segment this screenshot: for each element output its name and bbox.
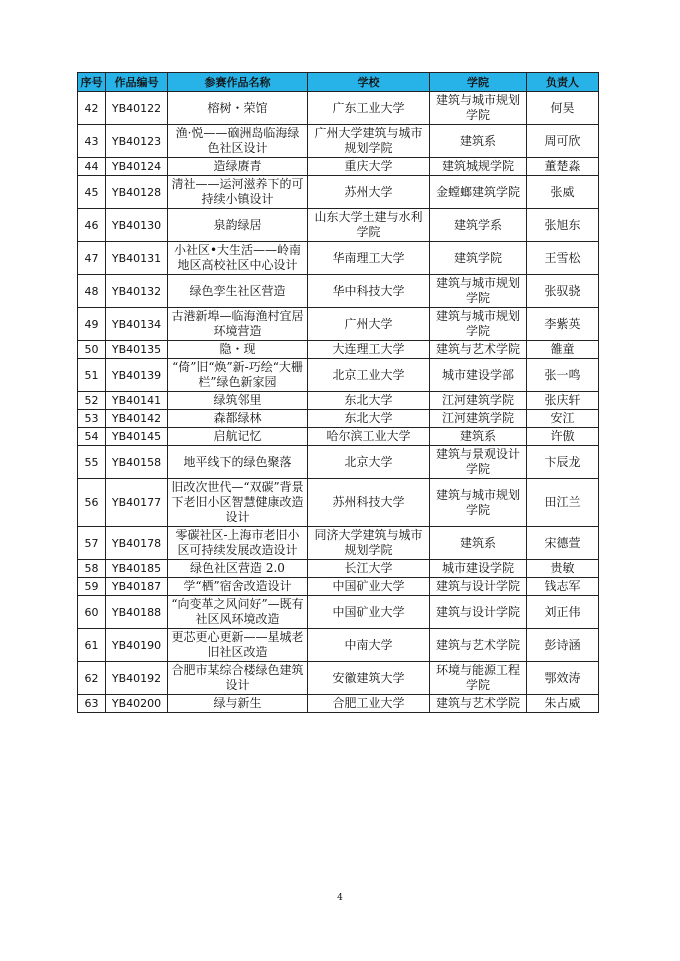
entry-title: 造绿赓青 bbox=[168, 158, 308, 176]
row-index: 54 bbox=[78, 428, 106, 446]
entry-code: YB40134 bbox=[106, 308, 168, 341]
school: 大连理工大学 bbox=[308, 341, 430, 359]
leader: 钱志军 bbox=[527, 578, 599, 596]
college: 建筑城规学院 bbox=[430, 158, 527, 176]
table-row bbox=[78, 479, 599, 527]
leader: 张一鸣 bbox=[527, 359, 599, 392]
table-row bbox=[78, 158, 599, 176]
entry-code: YB40123 bbox=[106, 125, 168, 158]
entry-title: 渔·悦——硇洲岛临海绿色社区设计 bbox=[168, 125, 308, 158]
college: 建筑系 bbox=[430, 428, 527, 446]
row-index: 59 bbox=[78, 578, 106, 596]
row-index: 57 bbox=[78, 527, 106, 560]
entry-title: 泉韵绿居 bbox=[168, 209, 308, 242]
college: 金螳螂建筑学院 bbox=[430, 176, 527, 209]
table-row bbox=[78, 410, 599, 428]
school: 中国矿业大学 bbox=[308, 578, 430, 596]
college: 城市建设学院 bbox=[430, 560, 527, 578]
table-row bbox=[78, 308, 599, 341]
college: 建筑与艺术学院 bbox=[430, 695, 527, 713]
leader: 董楚淼 bbox=[527, 158, 599, 176]
school: 中南大学 bbox=[308, 629, 430, 662]
school: 北京工业大学 bbox=[308, 359, 430, 392]
document-page bbox=[77, 72, 599, 713]
leader: 王雪松 bbox=[527, 242, 599, 275]
leader: 彭诗涵 bbox=[527, 629, 599, 662]
school: 苏州大学 bbox=[308, 176, 430, 209]
entry-title: 森都绿林 bbox=[168, 410, 308, 428]
entry-title: 学“栖”宿舍改造设计 bbox=[168, 578, 308, 596]
college: 建筑与设计学院 bbox=[430, 596, 527, 629]
table-row bbox=[78, 662, 599, 695]
entry-title: 合肥市某综合楼绿色建筑设计 bbox=[168, 662, 308, 695]
row-index: 42 bbox=[78, 92, 106, 125]
college: 建筑与设计学院 bbox=[430, 578, 527, 596]
table-row bbox=[78, 275, 599, 308]
school: 合肥工业大学 bbox=[308, 695, 430, 713]
header-entry-code: 作品编号 bbox=[106, 73, 168, 92]
table-row bbox=[78, 92, 599, 125]
leader: 张驭骁 bbox=[527, 275, 599, 308]
row-index: 56 bbox=[78, 479, 106, 527]
entry-code: YB40141 bbox=[106, 392, 168, 410]
school: 山东大学土建与水利学院 bbox=[308, 209, 430, 242]
college: 建筑与城市规划学院 bbox=[430, 92, 527, 125]
table-row bbox=[78, 446, 599, 479]
college: 城市建设学部 bbox=[430, 359, 527, 392]
entries-table bbox=[77, 72, 599, 713]
row-index: 60 bbox=[78, 596, 106, 629]
row-index: 50 bbox=[78, 341, 106, 359]
entry-title: 绿色社区营造 2.0 bbox=[168, 560, 308, 578]
entry-title: 地平线下的绿色聚落 bbox=[168, 446, 308, 479]
header-index: 序号 bbox=[78, 73, 106, 92]
row-index: 58 bbox=[78, 560, 106, 578]
table-row bbox=[78, 428, 599, 446]
leader: 许傲 bbox=[527, 428, 599, 446]
school: 同济大学建筑与城市规划学院 bbox=[308, 527, 430, 560]
entry-code: YB40145 bbox=[106, 428, 168, 446]
table-row bbox=[78, 392, 599, 410]
entry-title: 榕树・荣馆 bbox=[168, 92, 308, 125]
entry-code: YB40131 bbox=[106, 242, 168, 275]
school: 北京大学 bbox=[308, 446, 430, 479]
row-index: 46 bbox=[78, 209, 106, 242]
table-row bbox=[78, 560, 599, 578]
entry-code: YB40139 bbox=[106, 359, 168, 392]
leader: 贵敏 bbox=[527, 560, 599, 578]
entry-code: YB40124 bbox=[106, 158, 168, 176]
entry-code: YB40190 bbox=[106, 629, 168, 662]
college: 建筑系 bbox=[430, 125, 527, 158]
entry-code: YB40132 bbox=[106, 275, 168, 308]
leader: 朱占威 bbox=[527, 695, 599, 713]
college: 江河建筑学院 bbox=[430, 410, 527, 428]
college: 建筑与城市规划学院 bbox=[430, 308, 527, 341]
entry-code: YB40135 bbox=[106, 341, 168, 359]
header-school: 学校 bbox=[308, 73, 430, 92]
entry-code: YB40177 bbox=[106, 479, 168, 527]
header-entry-title: 参赛作品名称 bbox=[168, 73, 308, 92]
leader: 安江 bbox=[527, 410, 599, 428]
table-row bbox=[78, 209, 599, 242]
entry-title: 绿色孪生社区营造 bbox=[168, 275, 308, 308]
header-leader: 负责人 bbox=[527, 73, 599, 92]
school: 广州大学建筑与城市规划学院 bbox=[308, 125, 430, 158]
school: 华中科技大学 bbox=[308, 275, 430, 308]
entry-code: YB40128 bbox=[106, 176, 168, 209]
college: 建筑与景观设计学院 bbox=[430, 446, 527, 479]
college: 环境与能源工程学院 bbox=[430, 662, 527, 695]
header-college: 学院 bbox=[430, 73, 527, 92]
leader: 刘正伟 bbox=[527, 596, 599, 629]
school: 中国矿业大学 bbox=[308, 596, 430, 629]
leader: 张威 bbox=[527, 176, 599, 209]
entry-code: YB40185 bbox=[106, 560, 168, 578]
college: 建筑与艺术学院 bbox=[430, 629, 527, 662]
school: 广东工业大学 bbox=[308, 92, 430, 125]
table-body bbox=[78, 92, 599, 713]
entry-code: YB40187 bbox=[106, 578, 168, 596]
table-row bbox=[78, 578, 599, 596]
entry-title: 隐・现 bbox=[168, 341, 308, 359]
entry-title: 绿与新生 bbox=[168, 695, 308, 713]
table-row bbox=[78, 341, 599, 359]
entry-title: 清社——运河滋养下的可持续小镇设计 bbox=[168, 176, 308, 209]
entry-code: YB40178 bbox=[106, 527, 168, 560]
entry-code: YB40200 bbox=[106, 695, 168, 713]
leader: 鄂效涛 bbox=[527, 662, 599, 695]
entry-code: YB40142 bbox=[106, 410, 168, 428]
table-row bbox=[78, 527, 599, 560]
college: 建筑学院 bbox=[430, 242, 527, 275]
school: 苏州科技大学 bbox=[308, 479, 430, 527]
college: 建筑与城市规划学院 bbox=[430, 275, 527, 308]
entry-title: 绿筑邻里 bbox=[168, 392, 308, 410]
school: 安徽建筑大学 bbox=[308, 662, 430, 695]
entry-title: 零碳社区-上海市老旧小区可持续发展改造设计 bbox=[168, 527, 308, 560]
table-row bbox=[78, 176, 599, 209]
page-number: 4 bbox=[337, 893, 343, 903]
entry-title: 启航记忆 bbox=[168, 428, 308, 446]
row-index: 62 bbox=[78, 662, 106, 695]
college: 建筑系 bbox=[430, 527, 527, 560]
entry-title: 小社区•大生活——岭南地区高校社区中心设计 bbox=[168, 242, 308, 275]
row-index: 47 bbox=[78, 242, 106, 275]
row-index: 55 bbox=[78, 446, 106, 479]
college: 建筑学系 bbox=[430, 209, 527, 242]
table-row bbox=[78, 695, 599, 713]
entry-code: YB40122 bbox=[106, 92, 168, 125]
college: 建筑与艺术学院 bbox=[430, 341, 527, 359]
leader: 李紫英 bbox=[527, 308, 599, 341]
entry-title: “倚”旧“焕”新-巧绘“大栅栏”绿色新家园 bbox=[168, 359, 308, 392]
table-row bbox=[78, 242, 599, 275]
entry-code: YB40158 bbox=[106, 446, 168, 479]
entry-title: 旧改次世代—“双碳”背景下老旧小区智慧健康改造设计 bbox=[168, 479, 308, 527]
leader: 何昊 bbox=[527, 92, 599, 125]
school: 广州大学 bbox=[308, 308, 430, 341]
college: 建筑与城市规划学院 bbox=[430, 479, 527, 527]
school: 哈尔滨工业大学 bbox=[308, 428, 430, 446]
table-row bbox=[78, 596, 599, 629]
leader: 张旭东 bbox=[527, 209, 599, 242]
leader: 卞辰龙 bbox=[527, 446, 599, 479]
entry-code: YB40188 bbox=[106, 596, 168, 629]
college: 江河建筑学院 bbox=[430, 392, 527, 410]
entry-title: “向变革之风问好”—既有社区风环境改造 bbox=[168, 596, 308, 629]
table-row bbox=[78, 359, 599, 392]
entry-code: YB40130 bbox=[106, 209, 168, 242]
row-index: 63 bbox=[78, 695, 106, 713]
row-index: 52 bbox=[78, 392, 106, 410]
school: 华南理工大学 bbox=[308, 242, 430, 275]
row-index: 51 bbox=[78, 359, 106, 392]
school: 东北大学 bbox=[308, 392, 430, 410]
entry-code: YB40192 bbox=[106, 662, 168, 695]
leader: 雒童 bbox=[527, 341, 599, 359]
entry-title: 更芯更心更新——星城老旧社区改造 bbox=[168, 629, 308, 662]
table-row bbox=[78, 629, 599, 662]
school: 东北大学 bbox=[308, 410, 430, 428]
entry-title: 古港新埠—临海渔村宜居环境营造 bbox=[168, 308, 308, 341]
row-index: 45 bbox=[78, 176, 106, 209]
row-index: 43 bbox=[78, 125, 106, 158]
leader: 田江兰 bbox=[527, 479, 599, 527]
row-index: 61 bbox=[78, 629, 106, 662]
school: 重庆大学 bbox=[308, 158, 430, 176]
table-header-row bbox=[78, 73, 599, 92]
leader: 周可欣 bbox=[527, 125, 599, 158]
leader: 宋德萱 bbox=[527, 527, 599, 560]
table-row bbox=[78, 125, 599, 158]
row-index: 49 bbox=[78, 308, 106, 341]
row-index: 48 bbox=[78, 275, 106, 308]
school: 长江大学 bbox=[308, 560, 430, 578]
row-index: 44 bbox=[78, 158, 106, 176]
row-index: 53 bbox=[78, 410, 106, 428]
leader: 张庆轩 bbox=[527, 392, 599, 410]
